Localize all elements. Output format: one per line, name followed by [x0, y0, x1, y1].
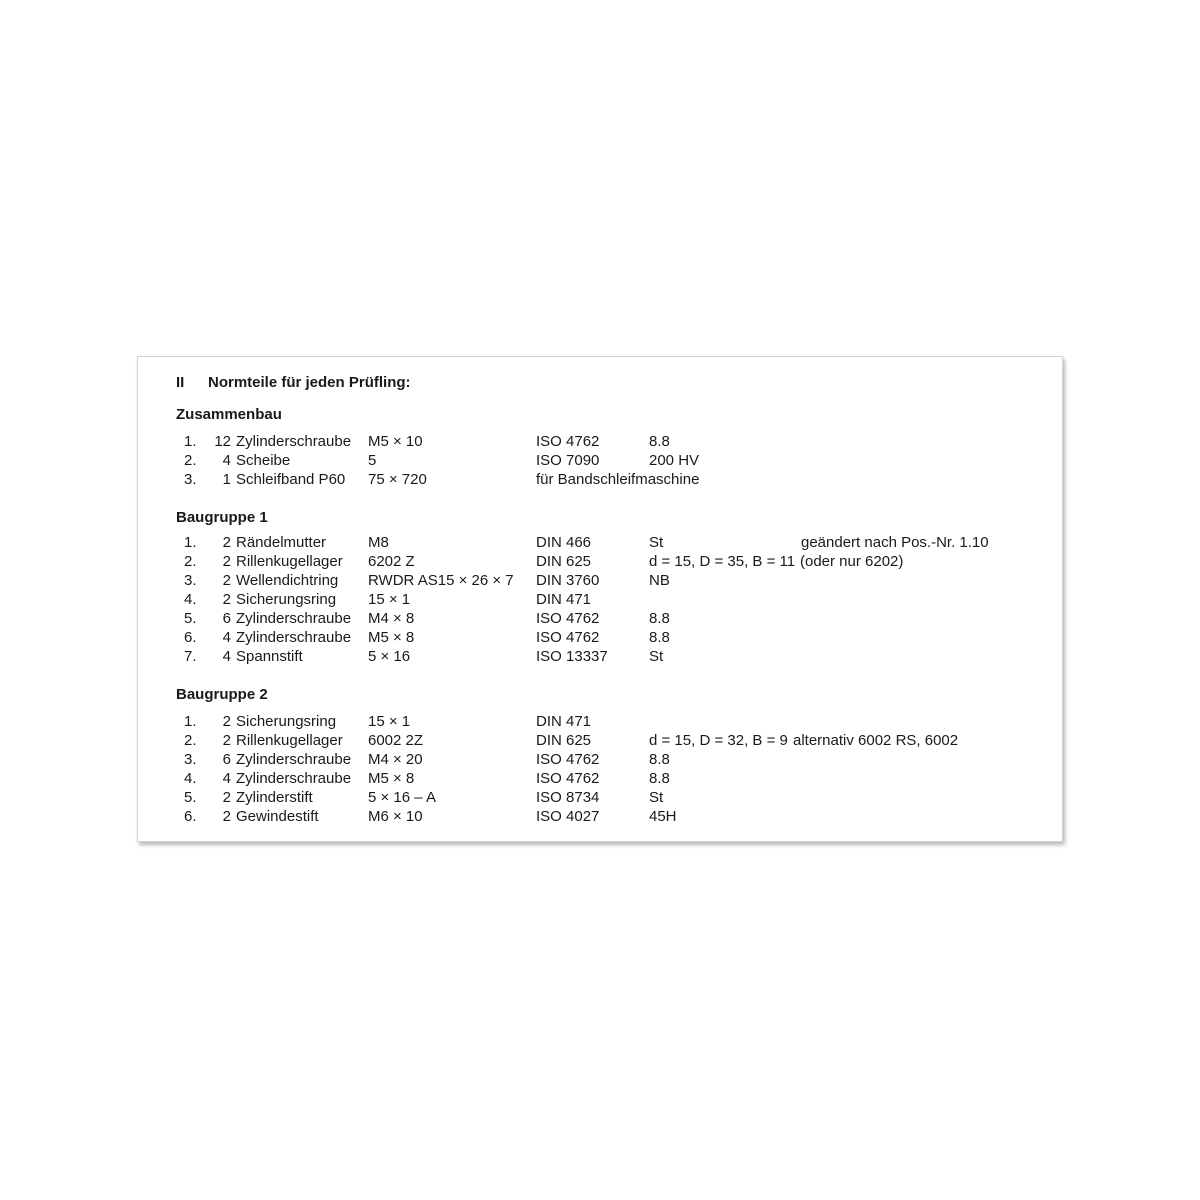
item-norm: ISO 4762 [536, 629, 600, 646]
item-position: 4. [184, 591, 197, 608]
list-item [138, 788, 1062, 807]
item-material: d = 15, D = 35, B = 11 [649, 553, 796, 570]
list-item [138, 731, 1062, 750]
item-note: geändert nach Pos.-Nr. 1.10 [801, 534, 989, 551]
list-item [138, 590, 1062, 609]
item-norm: ISO 8734 [536, 789, 600, 806]
section-heading-zusammenbau: Zusammenbau [176, 406, 282, 423]
item-quantity: 4 [222, 452, 231, 469]
item-norm: ISO 4027 [536, 808, 600, 825]
item-quantity: 2 [222, 553, 231, 570]
item-position: 7. [184, 648, 197, 665]
parts-list-baugruppe-2 [138, 712, 1062, 826]
item-material: 8.8 [649, 629, 670, 646]
item-quantity: 4 [222, 770, 231, 787]
item-quantity: 2 [222, 591, 231, 608]
item-norm: DIN 3760 [536, 572, 600, 589]
item-name: Zylinderschraube [236, 629, 352, 646]
item-name: Zylinderschraube [236, 751, 352, 768]
item-name: Rändelmutter [236, 534, 327, 551]
item-size: 15 × 1 [368, 713, 411, 730]
item-norm: DIN 471 [536, 591, 592, 608]
item-position: 5. [184, 610, 197, 627]
item-size: 15 × 1 [368, 591, 411, 608]
list-item [138, 807, 1062, 826]
item-name: Rillenkugellager [236, 553, 343, 570]
item-size: M5 × 10 [368, 433, 423, 450]
item-name: Gewindestift [236, 808, 319, 825]
item-position: 2. [184, 452, 197, 469]
item-norm: ISO 7090 [536, 452, 600, 469]
item-material: NB [649, 572, 670, 589]
item-material: St [649, 789, 664, 806]
item-size: 5 [368, 452, 377, 469]
list-item [138, 552, 1062, 571]
item-size: 75 × 720 [368, 471, 427, 488]
item-position: 6. [184, 629, 197, 646]
item-name: Sicherungsring [236, 591, 337, 608]
item-size: RWDR AS15 × 26 × 7 [368, 572, 514, 589]
list-item [138, 451, 1062, 470]
list-item [138, 647, 1062, 666]
item-name: Sicherungsring [236, 713, 337, 730]
item-position: 3. [184, 751, 197, 768]
section-heading-baugruppe-1: Baugruppe 1 [176, 509, 268, 526]
item-quantity: 2 [222, 534, 231, 551]
item-size: 6202 Z [368, 553, 415, 570]
item-quantity: 2 [222, 789, 231, 806]
item-quantity: 4 [222, 629, 231, 646]
item-name: Scheibe [236, 452, 291, 469]
page-title [176, 374, 411, 391]
list-item [138, 533, 1062, 552]
item-name: Zylinderschraube [236, 610, 352, 627]
item-name: Rillenkugellager [236, 732, 343, 749]
item-size: 6002 2Z [368, 732, 424, 749]
title-text: Normteile für jeden Prüfling: [208, 374, 411, 391]
item-norm: DIN 625 [536, 553, 592, 570]
item-material: St [649, 534, 664, 551]
item-size: 5 × 16 [368, 648, 411, 665]
item-norm: ISO 4762 [536, 610, 600, 627]
section-heading-baugruppe-2: Baugruppe 2 [176, 686, 268, 703]
item-position: 2. [184, 732, 197, 749]
item-norm: DIN 471 [536, 713, 592, 730]
item-material: d = 15, D = 32, B = 9 [649, 732, 788, 749]
item-name: Zylinderstift [236, 789, 313, 806]
item-position: 1. [184, 534, 197, 551]
item-quantity: 2 [222, 572, 231, 589]
item-name: Spannstift [236, 648, 303, 665]
item-norm: DIN 466 [536, 534, 592, 551]
item-name: Wellendichtring [236, 572, 339, 589]
list-item [138, 470, 1062, 489]
item-size: M8 [368, 534, 389, 551]
item-note: alternativ 6002 RS, 6002 [793, 732, 959, 749]
item-size: M4 × 8 [368, 610, 415, 627]
item-position: 6. [184, 808, 197, 825]
item-size: M4 × 20 [368, 751, 423, 768]
document-card [137, 356, 1063, 842]
item-name: Zylinderschraube [236, 770, 352, 787]
list-item [138, 609, 1062, 628]
item-position: 5. [184, 789, 197, 806]
item-quantity: 4 [222, 648, 231, 665]
item-quantity: 12 [214, 433, 231, 450]
parts-list-baugruppe-1 [138, 533, 1062, 666]
item-material: 45H [649, 808, 677, 825]
item-norm: ISO 4762 [536, 751, 600, 768]
item-quantity: 2 [222, 713, 231, 730]
item-position: 3. [184, 572, 197, 589]
item-size: 5 × 16 – A [368, 789, 436, 806]
item-material: 8.8 [649, 751, 670, 768]
item-norm: ISO 4762 [536, 770, 600, 787]
item-material: 8.8 [649, 770, 670, 787]
item-size: M5 × 8 [368, 629, 415, 646]
list-item [138, 712, 1062, 731]
item-norm: für Bandschleifmaschine [536, 471, 700, 488]
item-name: Schleifband P60 [236, 471, 346, 488]
item-quantity: 6 [222, 751, 231, 768]
item-quantity: 2 [222, 808, 231, 825]
list-item [138, 571, 1062, 590]
item-position: 3. [184, 471, 197, 488]
item-quantity: 6 [222, 610, 231, 627]
parts-list-zusammenbau [138, 432, 1062, 489]
item-name: Zylinderschraube [236, 433, 352, 450]
item-norm: ISO 4762 [536, 433, 600, 450]
list-item [138, 432, 1062, 451]
item-material: 8.8 [649, 610, 670, 627]
item-norm: DIN 625 [536, 732, 592, 749]
item-size: M5 × 8 [368, 770, 415, 787]
item-material: St [649, 648, 664, 665]
item-position: 1. [184, 713, 197, 730]
title-number: II [176, 374, 185, 391]
list-item [138, 769, 1062, 788]
item-norm: ISO 13337 [536, 648, 608, 665]
item-quantity: 1 [222, 471, 231, 488]
list-item [138, 750, 1062, 769]
list-item [138, 628, 1062, 647]
item-size: M6 × 10 [368, 808, 423, 825]
item-position: 4. [184, 770, 197, 787]
item-material: 8.8 [649, 433, 670, 450]
item-position: 1. [184, 433, 197, 450]
item-position: 2. [184, 553, 197, 570]
item-material: 200 HV [649, 452, 700, 469]
item-note: (oder nur 6202) [800, 553, 904, 570]
item-quantity: 2 [222, 732, 231, 749]
